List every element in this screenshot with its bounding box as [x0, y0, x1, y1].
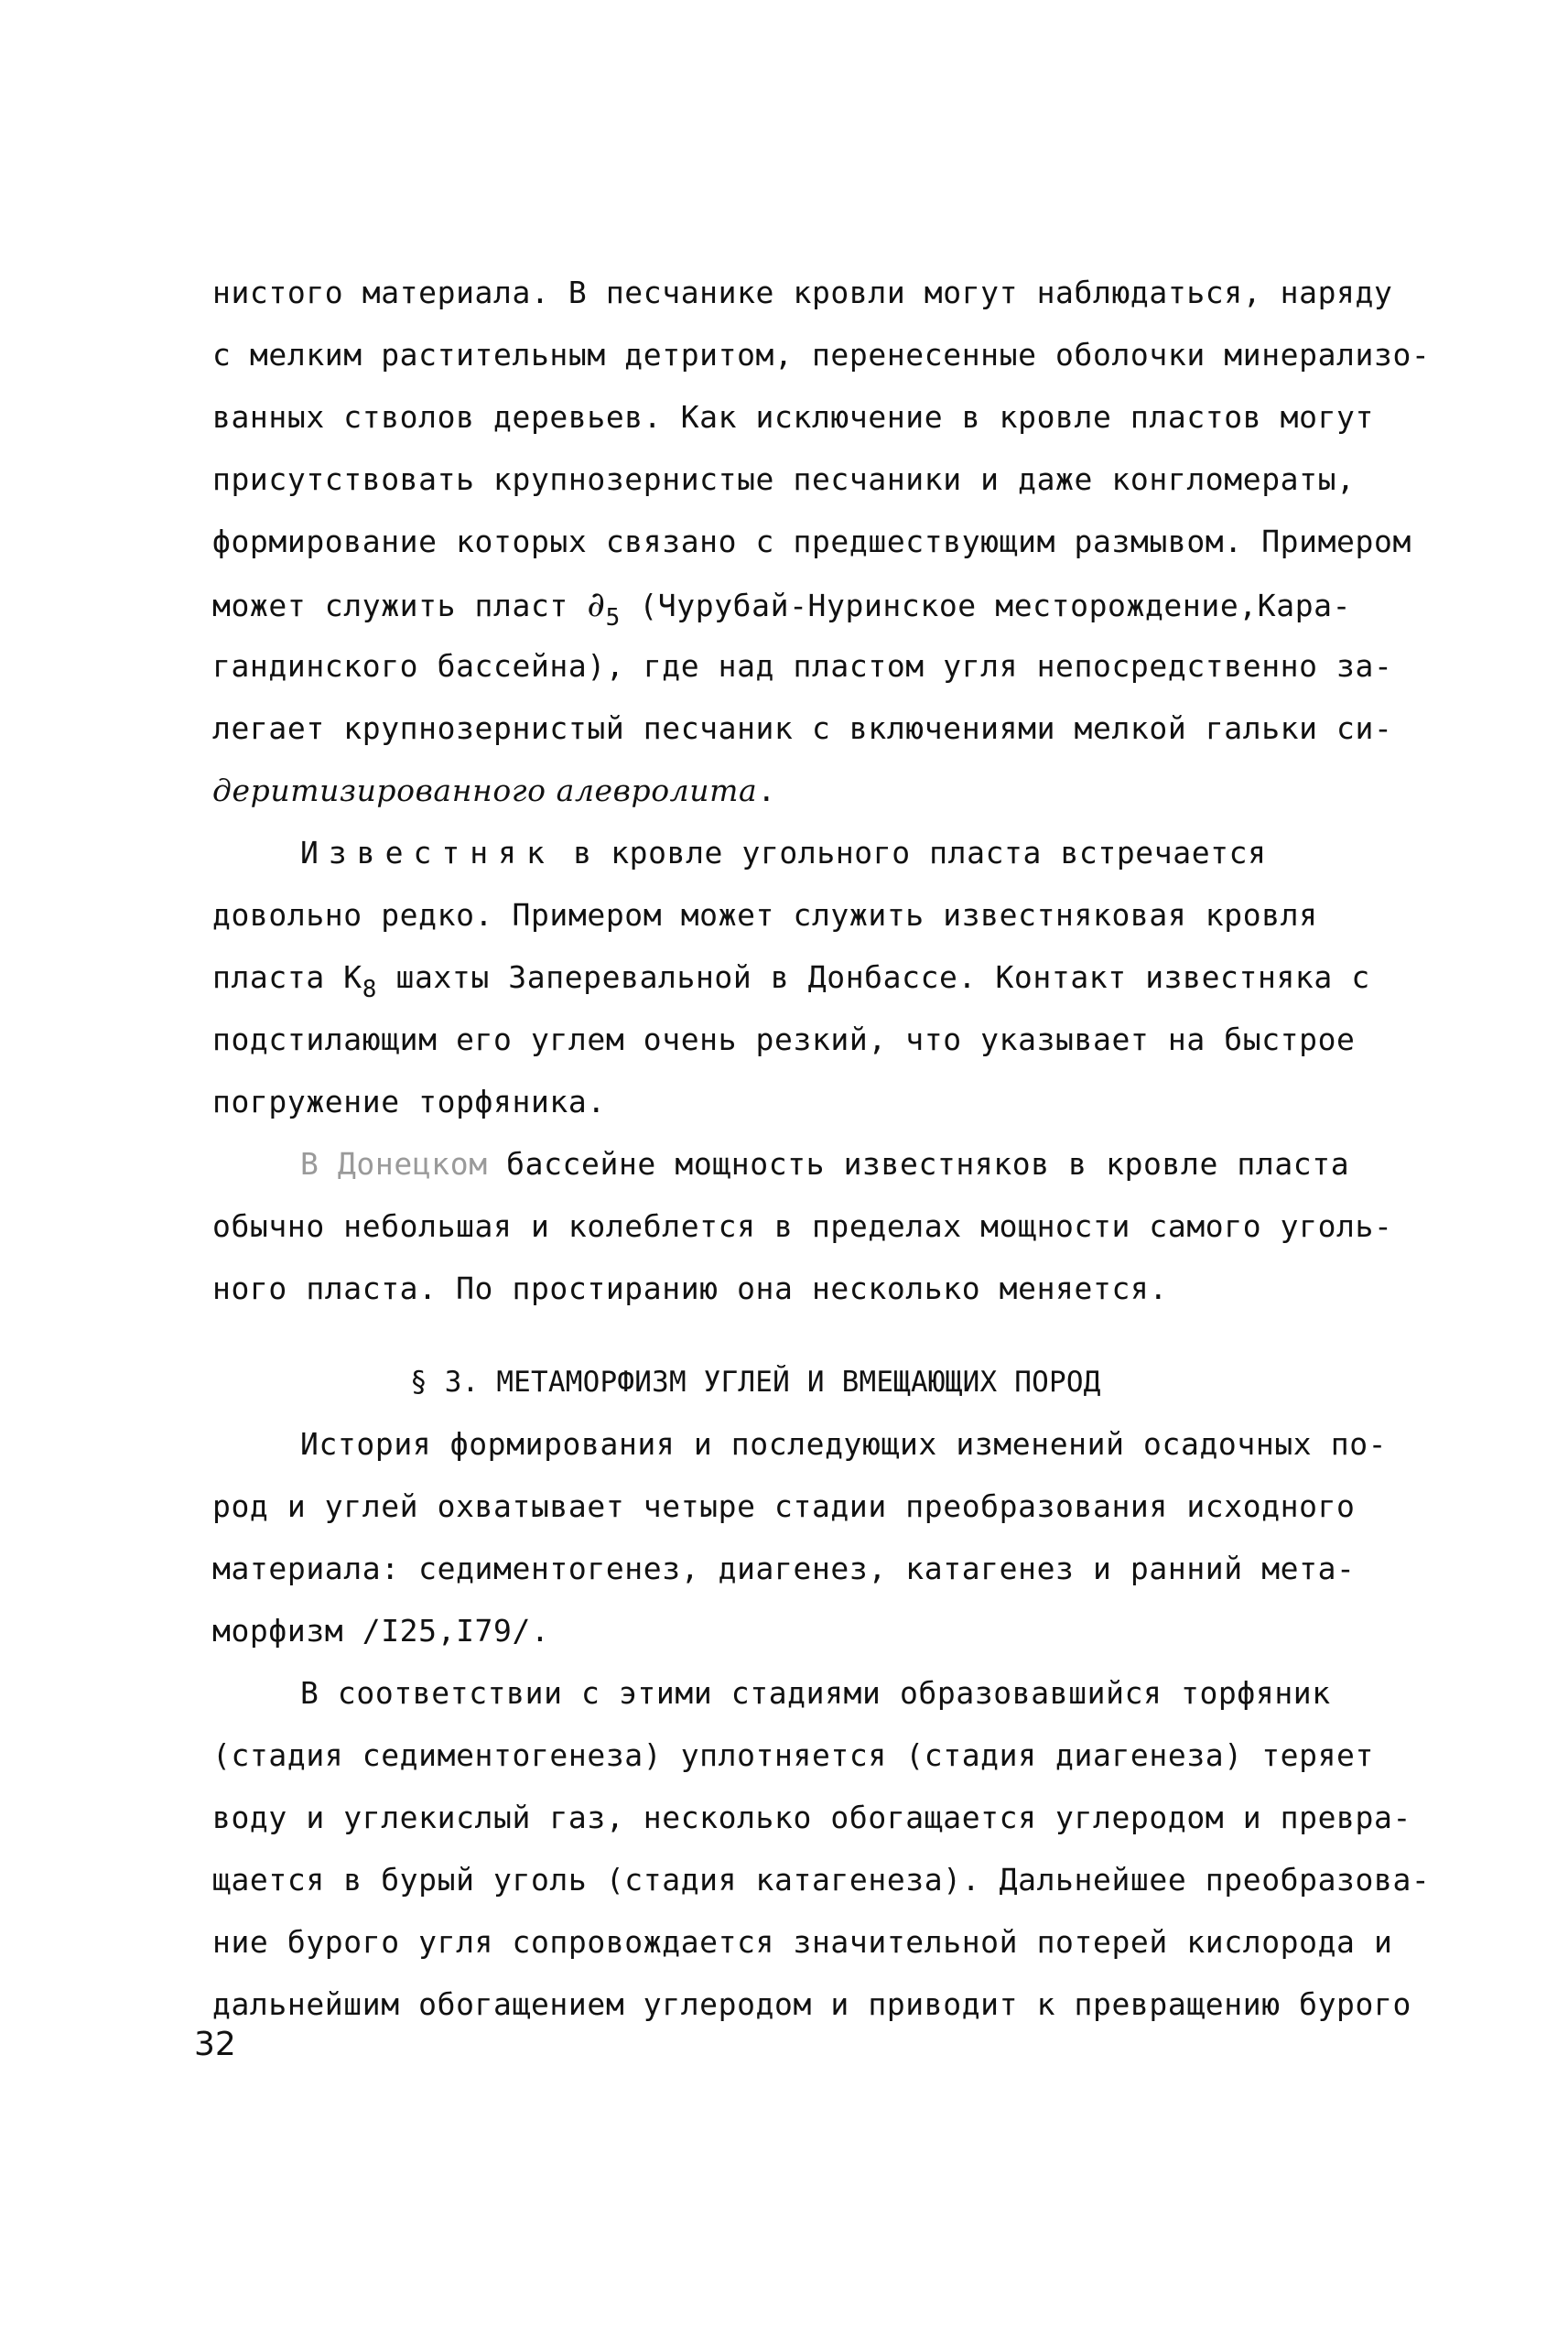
text-span: в кровле угольного пласта встречается — [554, 835, 1267, 871]
text-line — [300, 1146, 1490, 1183]
text-line: формирование которых связано с предшествующим размывом. Примером — [212, 524, 1411, 559]
faded-text: В Донецком — [300, 1146, 488, 1182]
text-line: подстилающим его углем очень резкий, что указывает на быстрое — [212, 1022, 1356, 1057]
text-line: дальнейшим обогащением углеродом и приводит к превращению бурого — [212, 1986, 1411, 2022]
text-line — [212, 773, 1402, 809]
text-line: с мелким растительным детритом, перенесенные оболочки минерализо- — [212, 337, 1431, 373]
text-line: легает крупнозернистый песчаник с включениями мелкой гальки си- — [212, 710, 1393, 746]
text-line: воду и углекислый газ, несколько обогащается углеродом и превра- — [212, 1800, 1411, 1835]
formation-symbol: ∂ — [587, 584, 606, 624]
text-line — [300, 835, 1490, 871]
spaced-term: Известняк — [300, 835, 555, 871]
text-span: (Чурубай-Нуринское месторождение,Кара- — [620, 588, 1352, 623]
text-line — [212, 959, 1402, 1003]
text-line: погружение торфяника. — [212, 1084, 606, 1119]
text-line: В соответствии с этими стадиями образовавшийся торфяник — [300, 1675, 1331, 1711]
text-line: морфизм /I25,I79/. — [212, 1613, 550, 1649]
text-line: присутствовать крупнозернистые песчаники и даже конгломераты, — [212, 461, 1356, 497]
text-line: ние бурого угля сопровождается значительной потерей кислорода и — [212, 1924, 1393, 1960]
text-line: обычно небольшая и колеблется в пределах мощности самого уголь- — [212, 1208, 1393, 1244]
italic-text: деритизированного алевролита — [212, 773, 758, 808]
section-heading: § 3. МЕТАМОРФИЗМ УГЛЕЙ И ВМЕЩАЮЩИХ ПОРОД — [410, 1366, 1101, 1399]
text-line: (стадия седиментогенеза) уплотняется (стадия диагенеза) теряет — [212, 1737, 1374, 1773]
text-span: пласта К — [212, 959, 362, 995]
text-span: бассейне мощность известняков в кровле пласта — [487, 1146, 1350, 1182]
text-line: нистого материала. В песчанике кровли могут наблюдаться, наряду — [212, 275, 1393, 310]
text-line: ного пласта. По простиранию она несколько меняется. — [212, 1271, 1168, 1306]
text-span: может служить пласт — [212, 588, 588, 623]
text-line: ванных стволов деревьев. Как исключение в кровле пластов могут — [212, 399, 1374, 435]
text-line: довольно редко. Примером может служить известняковая кровля — [212, 897, 1318, 933]
text-span: . — [757, 773, 776, 808]
text-line: материала: седиментогенез, диагенез, катагенез и ранний мета- — [212, 1551, 1356, 1586]
text-line: род и углей охватывает четыре стадии преобразования исходного — [212, 1488, 1356, 1524]
subscript: 8 — [362, 976, 378, 1003]
text-line: гандинского бассейна), где над пластом угля непосредственно за- — [212, 648, 1393, 684]
subscript: 5 — [605, 604, 621, 632]
page-number: 32 — [194, 2026, 236, 2063]
text-line: История формирования и последующих изменений осадочных по- — [300, 1426, 1388, 1462]
text-line — [212, 584, 1402, 632]
text-span: шахты Заперевальной в Донбассе. Контакт известняка с — [377, 959, 1370, 995]
text-line: щается в бурый уголь (стадия катагенеза). Дальнейшее преобразова- — [212, 1862, 1431, 1898]
